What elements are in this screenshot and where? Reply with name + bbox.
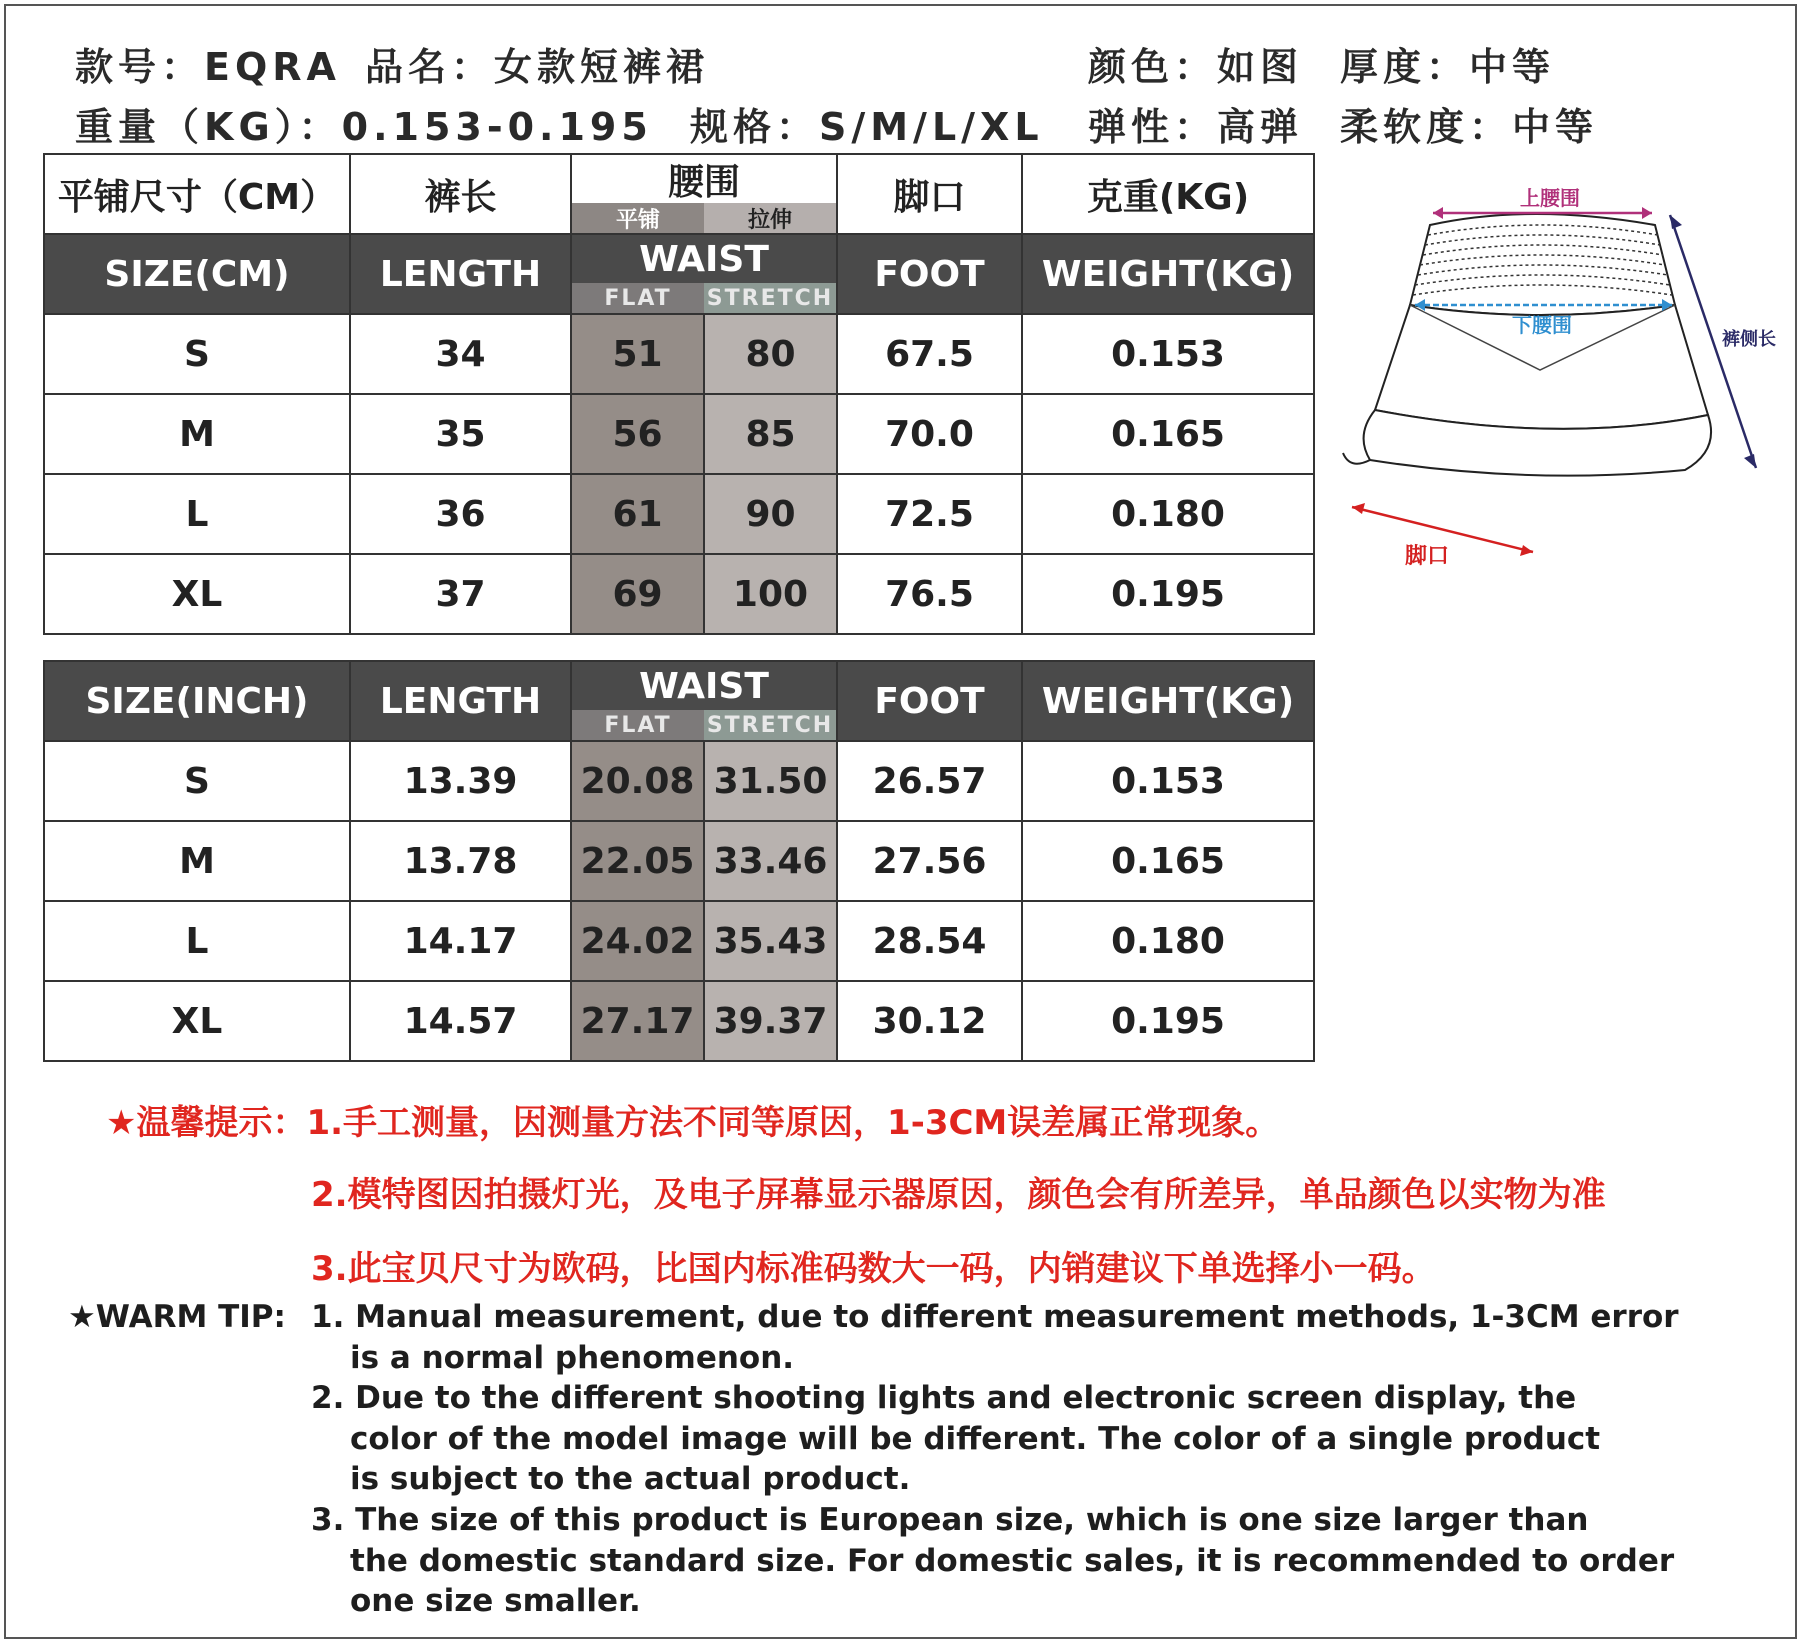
weight-header: WEIGHT(KG) — [1022, 661, 1314, 741]
waist-header: WAIST FLAT STRETCH — [571, 661, 837, 741]
upper-waist-label: 上腰围 — [1520, 186, 1580, 210]
size-cell: XL — [44, 981, 350, 1061]
waist-stretch-cell: 90 — [704, 474, 837, 554]
weight-cell: 0.165 — [1022, 821, 1314, 901]
table-row — [44, 314, 1314, 394]
thickness-info: 厚度：中等 — [1340, 45, 1556, 89]
foot-cell: 26.57 — [837, 741, 1022, 821]
foot-cell: 70.0 — [837, 394, 1022, 474]
table-row — [44, 821, 1314, 901]
waist-flat-cell: 22.05 — [571, 821, 704, 901]
table-row — [44, 474, 1314, 554]
foot-cell: 67.5 — [837, 314, 1022, 394]
length-cell: 13.39 — [350, 741, 571, 821]
length-cell: 35 — [350, 394, 571, 474]
size-cell: S — [44, 741, 350, 821]
weight-cell: 0.180 — [1022, 474, 1314, 554]
size-inch-header: SIZE(INCH) — [44, 661, 350, 741]
tip-cn-2: 2.模特图因拍摄灯光，及电子屏幕显示器原因，颜色会有所差异，单品颜色以实物为准 — [311, 1175, 1606, 1215]
table-row — [44, 741, 1314, 821]
cn-size-header: 平铺尺寸（CM） — [44, 154, 350, 234]
size-table-inch — [43, 660, 1315, 1062]
elasticity-info: 弹性：高弹 — [1088, 105, 1304, 149]
size-cell: XL — [44, 554, 350, 634]
size-cell: L — [44, 901, 350, 981]
waist-stretch-cell: 39.37 — [704, 981, 837, 1061]
tip-en-2-line-1: 2. Due to the different shooting lights and electronic screen display, the — [311, 1380, 1577, 1416]
weight-range: 重量（KG）：0.153-0.195 — [75, 105, 653, 149]
weight-cell: 0.195 — [1022, 554, 1314, 634]
weight-cell: 0.165 — [1022, 394, 1314, 474]
waist-stretch-header: STRETCH — [704, 283, 836, 313]
tip-en-3-line-2: the domestic standard size. For domestic sales, it is recommended to order — [350, 1543, 1675, 1579]
softness-info: 柔软度：中等 — [1340, 105, 1599, 149]
length-cell: 14.17 — [350, 901, 571, 981]
length-cell: 37 — [350, 554, 571, 634]
cn-length-header: 裤长 — [350, 154, 571, 234]
cn-weight-header: 克重(KG) — [1022, 154, 1314, 234]
style-number: 款号：EQRA — [75, 45, 341, 89]
color-info: 颜色：如图 — [1088, 45, 1304, 89]
waist-flat-cell: 51 — [571, 314, 704, 394]
foot-cell: 30.12 — [837, 981, 1022, 1061]
warm-tip-label: ★WARM TIP: — [68, 1299, 286, 1335]
length-header: LENGTH — [350, 234, 571, 314]
foot-cell: 28.54 — [837, 901, 1022, 981]
waist-stretch-cell: 33.46 — [704, 821, 837, 901]
warm-tip-en — [68, 1297, 1768, 1627]
length-header: LENGTH — [350, 661, 571, 741]
waist-flat-header: FLAT — [572, 710, 704, 740]
waist-flat-cell: 69 — [571, 554, 704, 634]
hem-label: 脚口 — [1405, 544, 1450, 569]
waist-flat-cell: 56 — [571, 394, 704, 474]
size-cell: L — [44, 474, 350, 554]
skort-measurement-diagram — [1330, 185, 1800, 585]
cn-waist-flat-header: 平铺 — [572, 203, 704, 233]
tip-en-2-line-2: color of the model image will be different. The color of a single product — [350, 1421, 1601, 1457]
cn-waist-header: 腰围 平铺 拉伸 — [571, 154, 837, 234]
tip-en-3-line-3: one size smaller. — [350, 1583, 641, 1619]
waist-flat-cell: 61 — [571, 474, 704, 554]
foot-cell: 27.56 — [837, 821, 1022, 901]
tip-cn-1: ★温馨提示：1.手工测量，因测量方法不同等原因，1-3CM误差属正常现象。 — [106, 1103, 1280, 1143]
length-cell: 34 — [350, 314, 571, 394]
size-header: SIZE(CM) — [44, 234, 350, 314]
size-cell: M — [44, 394, 350, 474]
waist-stretch-cell: 31.50 — [704, 741, 837, 821]
tip-en-1-line-2: is a normal phenomenon. — [350, 1340, 795, 1376]
cn-foot-header: 脚口 — [837, 154, 1022, 234]
cn-header-row — [44, 154, 1314, 234]
lower-waist-label: 下腰围 — [1512, 313, 1572, 337]
waist-stretch-header: STRETCH — [704, 710, 836, 740]
cn-waist-stretch-header: 拉伸 — [704, 203, 836, 233]
waist-flat-cell: 24.02 — [571, 901, 704, 981]
waist-stretch-cell: 85 — [704, 394, 837, 474]
side-length-label: 裤侧长 — [1722, 329, 1776, 350]
foot-header: FOOT — [837, 661, 1022, 741]
tip-cn-3: 3.此宝贝尺寸为欧码，比国内标准码数大一码，内销建议下单选择小一码。 — [311, 1249, 1436, 1289]
weight-cell: 0.153 — [1022, 314, 1314, 394]
table-row — [44, 981, 1314, 1061]
waist-flat-header: FLAT — [572, 283, 704, 313]
foot-cell: 72.5 — [837, 474, 1022, 554]
foot-header: FOOT — [837, 234, 1022, 314]
tip-en-2-line-3: is subject to the actual product. — [350, 1461, 911, 1497]
weight-cell: 0.195 — [1022, 981, 1314, 1061]
weight-cell: 0.180 — [1022, 901, 1314, 981]
spec-sizes: 规格：S/M/L/XL — [690, 105, 1044, 149]
product-name: 品名：女款短裤裙 — [365, 45, 710, 89]
table-row — [44, 554, 1314, 634]
waist-flat-cell: 27.17 — [571, 981, 704, 1061]
tip-en-1-line-1: 1. Manual measurement, due to different measurement methods, 1-3CM error — [311, 1299, 1679, 1335]
en-header-row — [44, 234, 1314, 314]
length-cell: 13.78 — [350, 821, 571, 901]
length-cell: 36 — [350, 474, 571, 554]
tip-en-3-line-1: 3. The size of this product is European size, which is one size larger than — [311, 1502, 1589, 1538]
size-cell: S — [44, 314, 350, 394]
waist-stretch-cell: 100 — [704, 554, 837, 634]
waist-flat-cell: 20.08 — [571, 741, 704, 821]
size-table-cm — [43, 153, 1315, 635]
size-cell: M — [44, 821, 350, 901]
weight-cell: 0.153 — [1022, 741, 1314, 821]
length-cell: 14.57 — [350, 981, 571, 1061]
weight-header: WEIGHT(KG) — [1022, 234, 1314, 314]
waist-stretch-cell: 80 — [704, 314, 837, 394]
waist-header: WAIST FLAT STRETCH — [571, 234, 837, 314]
inch-header-row — [44, 661, 1314, 741]
foot-cell: 76.5 — [837, 554, 1022, 634]
table-row — [44, 901, 1314, 981]
table-row — [44, 394, 1314, 474]
waist-stretch-cell: 35.43 — [704, 901, 837, 981]
